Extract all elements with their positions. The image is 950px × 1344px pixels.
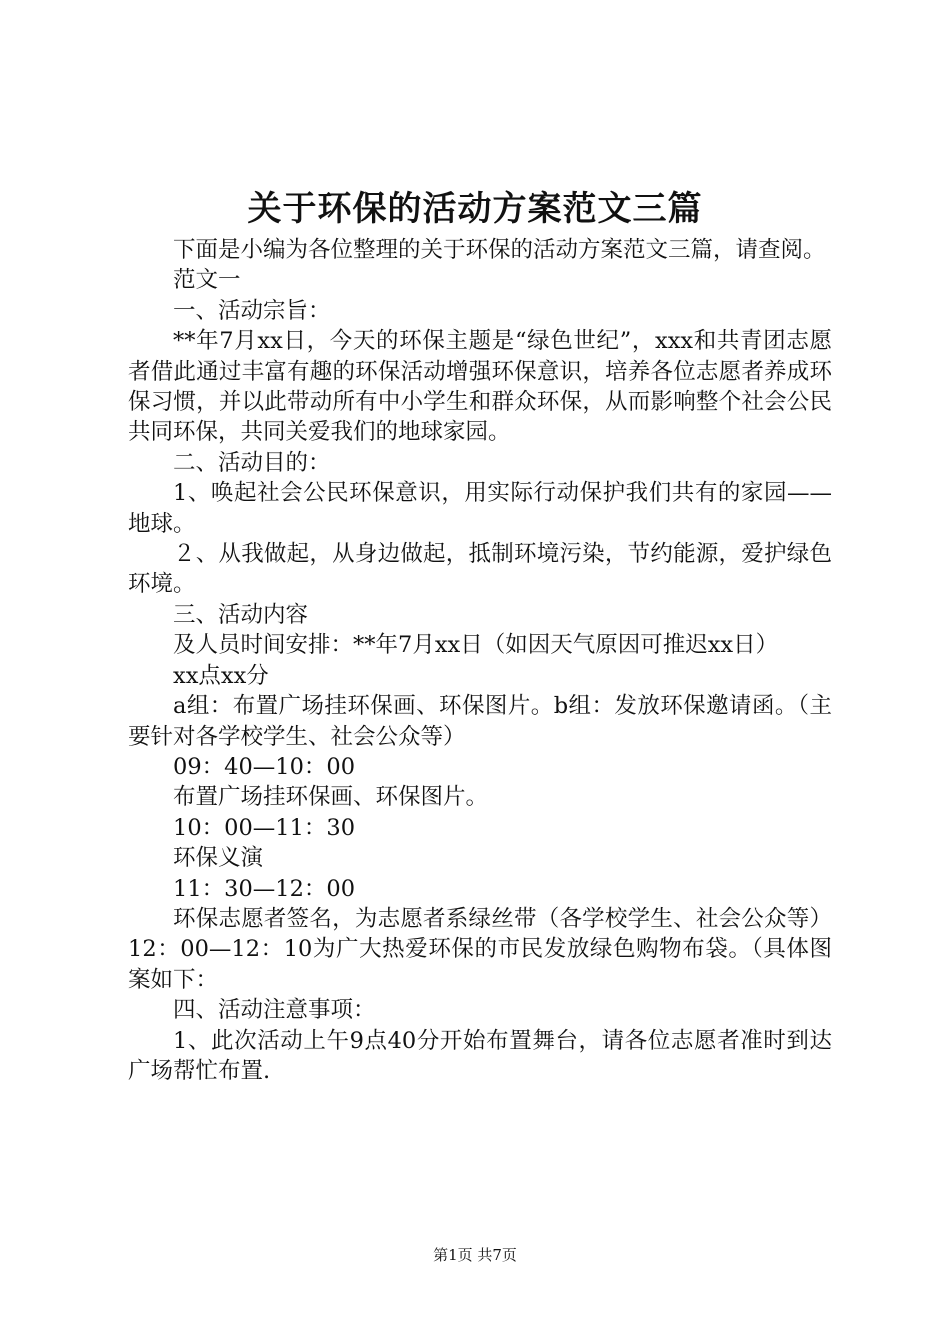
paragraph-time-1: xx点xx分	[173, 662, 269, 689]
paragraph-goal-1: 1、唤起社会公民环保意识，用实际行动保护我们共有的家园——地球。	[128, 480, 832, 537]
paragraph-section-2-heading: 二、活动目的：	[173, 449, 331, 476]
paragraph-schedule-intro: 及人员时间安排：**年7月xx日（如因天气原因可推迟xx日）	[173, 632, 779, 659]
paragraph-time-2: 09：40—10：00	[173, 753, 356, 780]
paragraph-section-4-heading: 四、活动注意事项：	[173, 997, 376, 1024]
paragraph-activity-1: 布置广场挂环保画、环保图片。	[173, 784, 489, 811]
paragraph-goal-2: ２、从我做起，从身边做起，抵制环境污染，节约能源，爱护绿色环境。	[128, 541, 832, 598]
paragraph-activity-2: 环保义演	[173, 845, 264, 872]
page-footer: 第1页 共7页	[433, 1246, 517, 1264]
paragraph-section-3-heading: 三、活动内容	[173, 601, 309, 628]
paragraph-purpose-text: **年7月xx日，今天的环保主题是“绿色世纪”，xxx和共青团志愿者借此通过丰富有趣的环保活动增强环保意识，培养各位志愿者养成环保习惯，并以此带动所有中小学生和群众环保，从而影响整个社会公民共同环保，共同关爱我们的地球家园。	[128, 328, 832, 446]
paragraph-groups: a组：布置广场挂环保画、环保图片。b组：发放环保邀请函。（主要针对各学校学生、社会公众等）	[128, 693, 832, 750]
paragraph-time-3: 10：00—11：30	[173, 814, 356, 841]
paragraph-intro: 下面是小编为各位整理的关于环保的活动方案范文三篇，请查阅。	[173, 237, 826, 263]
paragraph-time-4: 11：30—12：00	[173, 875, 356, 902]
paragraph-sample-heading: 范文一	[173, 267, 241, 294]
document-title: 关于环保的活动方案范文三篇	[247, 189, 703, 229]
document-body	[128, 235, 832, 1086]
paragraph-activity-3: 环保志愿者签名，为志愿者系绿丝带（各学校学生、社会公众等）12：00—12：10为广大热爱环保的市民发放绿色购物布袋。（具体图案如下：	[128, 905, 832, 993]
paragraph-notice-1: 1、此次活动上午9点40分开始布置舞台，请各位志愿者准时到达广场帮忙布置.	[128, 1027, 832, 1084]
paragraph-section-1-heading: 一、活动宗旨：	[173, 297, 331, 324]
